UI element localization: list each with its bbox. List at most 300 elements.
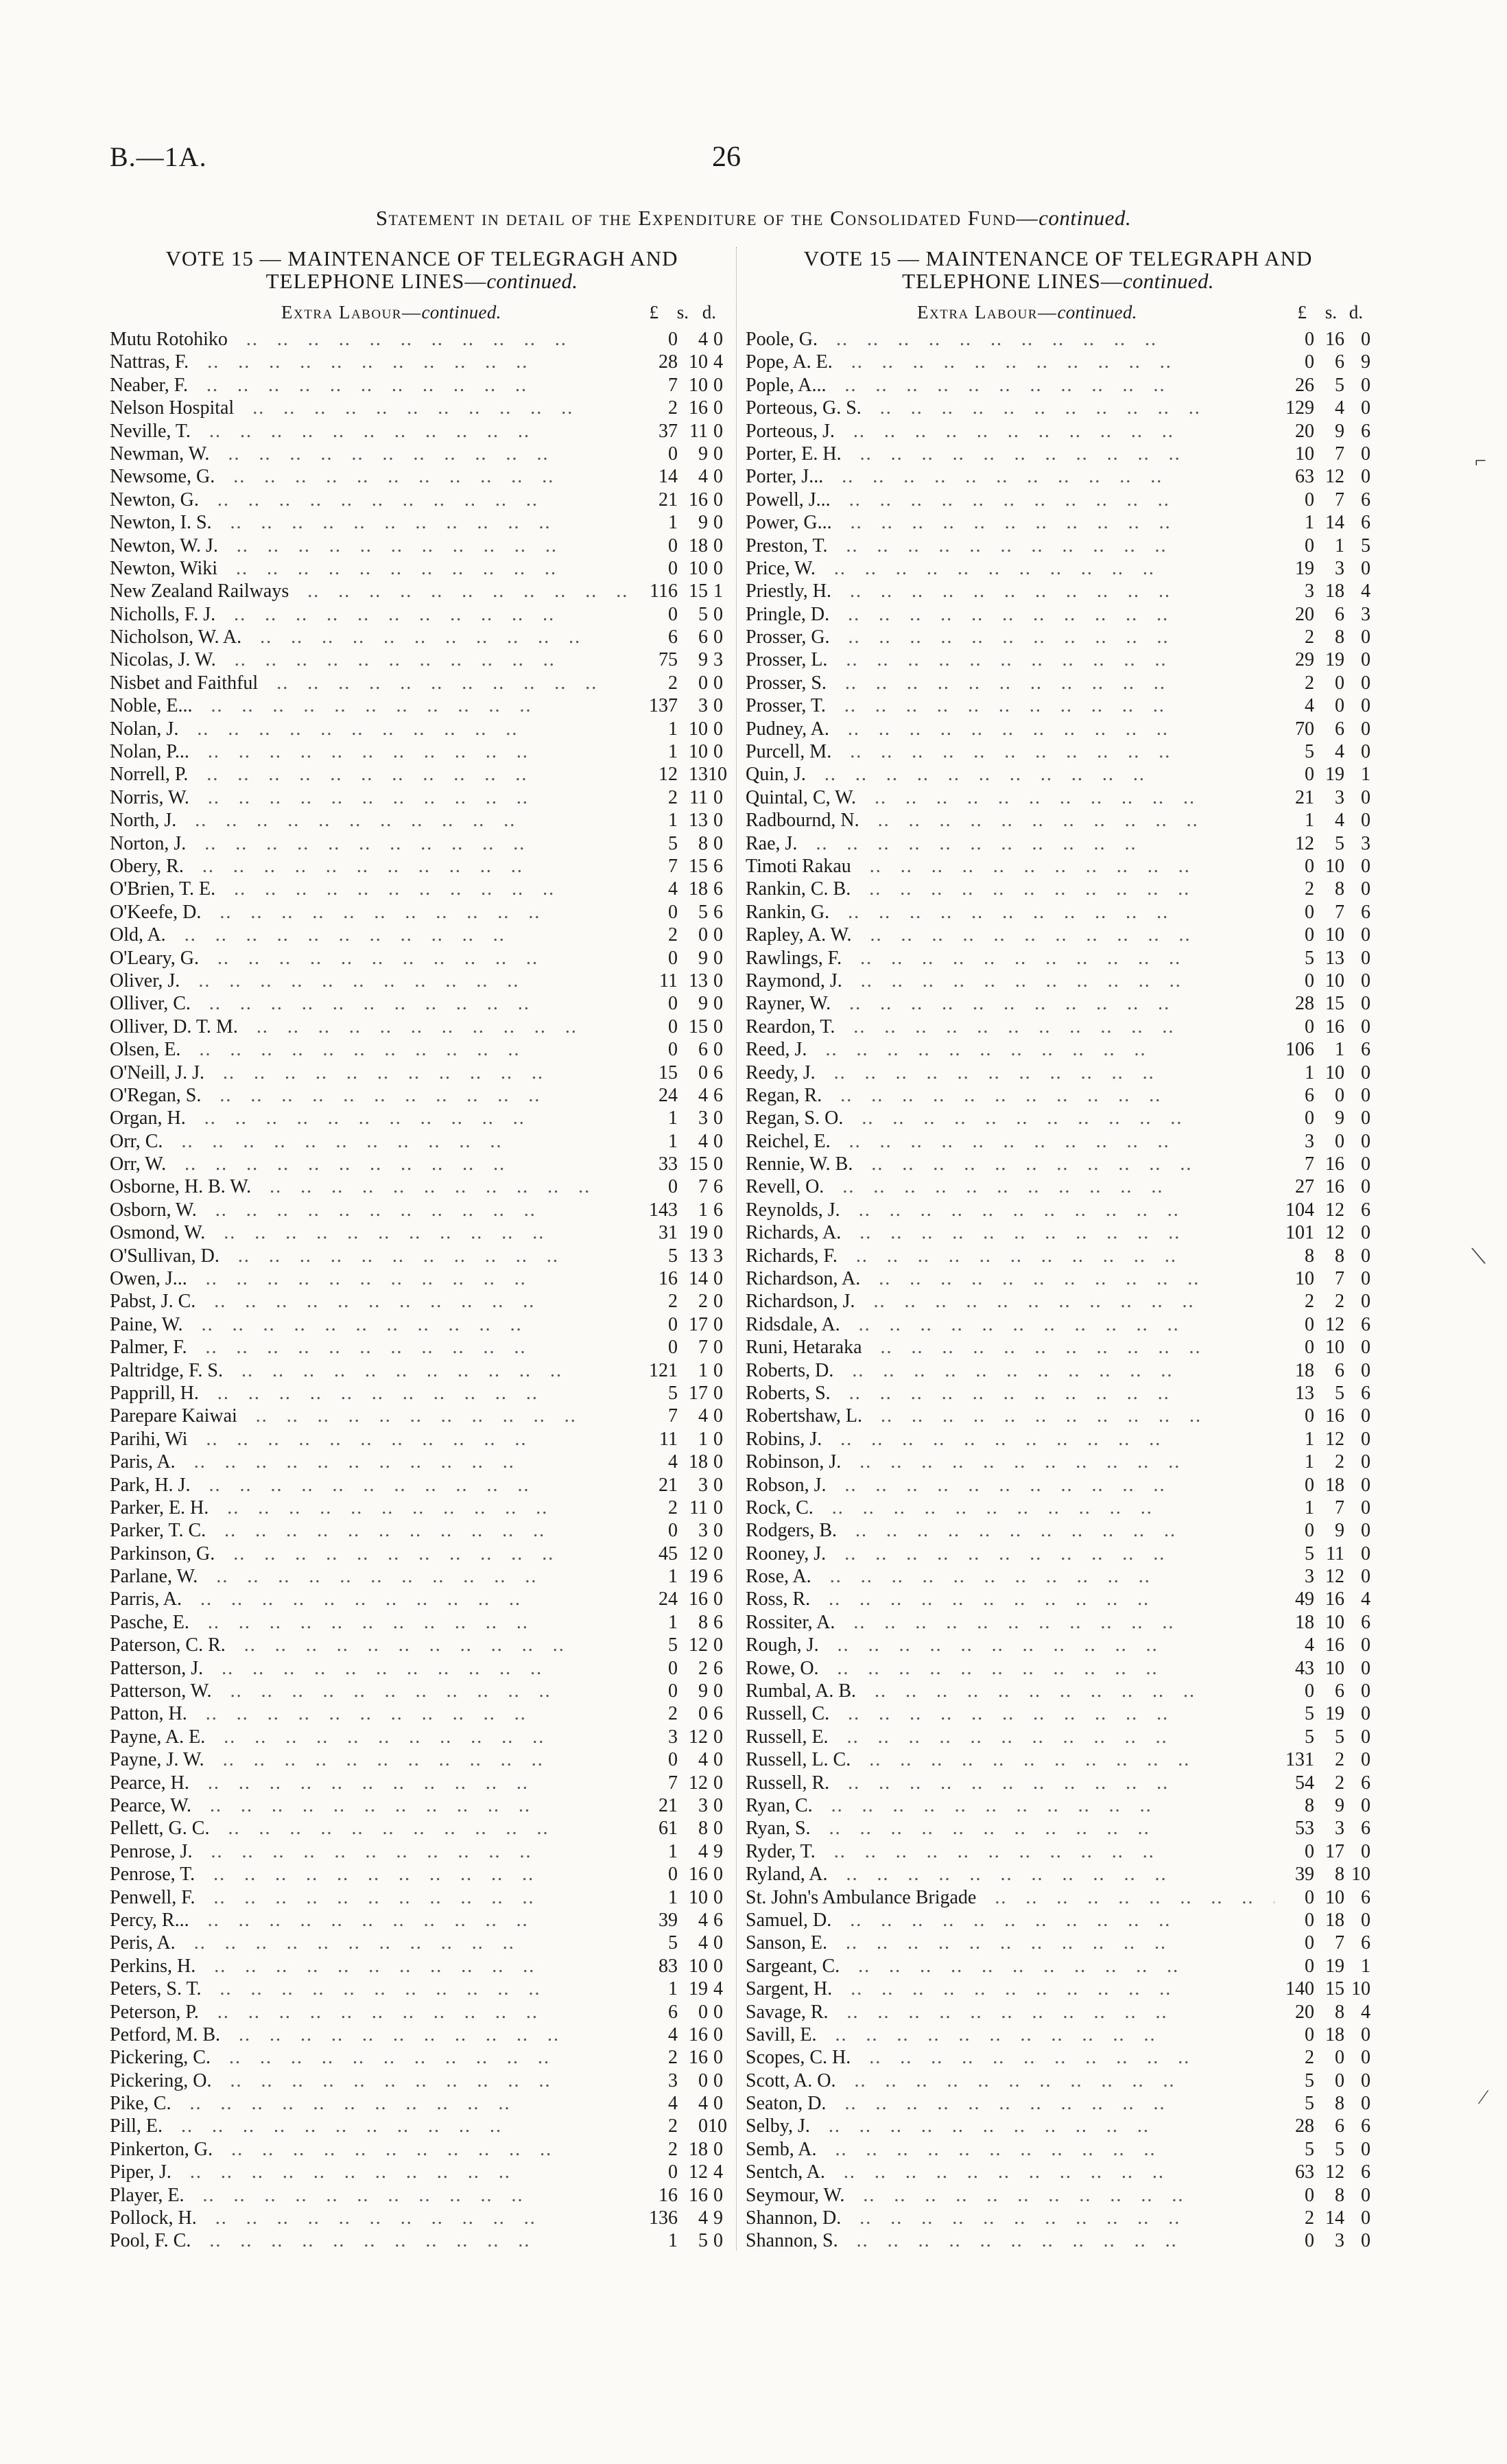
amount-pounds: 1 (668, 2230, 678, 2252)
amount-pounds: 39 (658, 1909, 678, 1931)
entry-name: Paterson, C. R. .. (110, 1634, 638, 1656)
amount-shillings: 13 (689, 970, 708, 992)
amount-pounds: 129 (1285, 397, 1314, 419)
amount-pence: 0 (713, 2138, 723, 2160)
amount-pence: 0 (1361, 557, 1370, 579)
table-row (746, 374, 1370, 397)
amount-pence: 0 (713, 443, 723, 465)
table-row (110, 443, 734, 465)
entry-name: Newton, I. S. .. (110, 511, 638, 534)
amount-shillings: 5 (698, 603, 708, 625)
entry-name: Prosser, T. .. (746, 694, 1274, 717)
entry-name: Olsen, E. .. (110, 1038, 638, 1061)
entry-name: Olliver, D. T. M. .. (110, 1016, 638, 1038)
table-row (110, 1038, 734, 1061)
amount-shillings: 12 (689, 1772, 708, 1794)
table-row (746, 2023, 1370, 2046)
amount-shillings: 7 (698, 1337, 708, 1359)
amount-shillings: 13 (689, 1245, 708, 1267)
amount-pounds: 0 (1305, 535, 1314, 556)
table-row (110, 809, 734, 832)
amount-pounds: 1 (668, 741, 678, 763)
amount-pence: 10 (708, 764, 727, 786)
amount-shillings: 6 (1335, 1359, 1344, 1381)
amount-shillings: 3 (1335, 557, 1344, 579)
amount-shillings: 5 (1335, 374, 1344, 396)
amount-pence: 0 (1361, 2023, 1370, 2045)
table-row (746, 740, 1370, 763)
entry-name: Newton, G. .. (110, 489, 638, 511)
table-row (110, 489, 734, 511)
amount-shillings: 8 (1335, 878, 1344, 900)
amount-pence: 0 (1361, 1680, 1370, 1702)
table-row (746, 2229, 1370, 2252)
amount-pence: 0 (1361, 1795, 1370, 1816)
amount-shillings: 0 (1335, 2047, 1344, 2069)
table-row (746, 1886, 1370, 1909)
amount-pence: 0 (1361, 1130, 1370, 1152)
amount-pence: 0 (713, 397, 723, 419)
entry-name: Quintal, C, W. .. (746, 786, 1274, 809)
amount-pounds: 104 (1285, 1199, 1314, 1221)
table-row (110, 2115, 734, 2137)
amount-pounds: 2 (668, 1703, 678, 1725)
amount-shillings: 8 (1335, 1864, 1344, 1886)
amount-shillings: 18 (1325, 2023, 1344, 2045)
amount-pence: 0 (1361, 374, 1370, 396)
table-row (746, 489, 1370, 511)
amount-pounds: 18 (1295, 1359, 1314, 1381)
amount-pounds: 0 (1305, 1016, 1314, 1037)
table-row (110, 786, 734, 809)
table-row (110, 1405, 734, 1427)
entry-name: Ryland, A. .. (746, 1863, 1274, 1886)
amount-pence: 6 (713, 1199, 723, 1221)
entry-name: Sentch, A. .. (746, 2161, 1274, 2183)
amount-pounds: 121 (649, 1359, 678, 1381)
table-row (746, 1840, 1370, 1863)
entry-name: Pople, A... .. (746, 374, 1274, 397)
amount-pounds: 0 (668, 557, 678, 579)
entry-name: Porteous, J. .. (746, 420, 1274, 443)
amount-pounds: 3 (668, 1726, 678, 1748)
amount-shillings: 8 (1335, 626, 1344, 648)
amount-pounds: 106 (1285, 1039, 1314, 1061)
entry-name: Patterson, W. .. (110, 1680, 638, 1702)
amount-pounds: 0 (668, 1520, 678, 1542)
amount-pence: 0 (1361, 855, 1370, 877)
left-subheading-text: Extra Labour— (281, 302, 422, 322)
amount-shillings: 10 (689, 741, 708, 763)
amount-pounds: 0 (1305, 1337, 1314, 1359)
amount-shillings: 3 (1335, 2230, 1344, 2252)
amount-pounds: 5 (668, 1932, 678, 1954)
amount-shillings: 11 (689, 1497, 708, 1518)
entry-name: Semb, A. .. (746, 2138, 1274, 2161)
amount-shillings: 3 (698, 695, 708, 717)
entry-name: Peters, S. T. .. (110, 1978, 638, 2000)
amount-shillings: 0 (1335, 1084, 1344, 1106)
amount-shillings: 12 (689, 1542, 708, 1564)
amount-shillings: 10 (1325, 1611, 1344, 1633)
table-row (110, 1428, 734, 1451)
amount-pence: 6 (713, 855, 723, 877)
entry-name: Norris, W. .. (110, 786, 638, 809)
table-row (746, 1336, 1370, 1359)
table-row (110, 1886, 734, 1909)
amount-shillings: 12 (1325, 2161, 1344, 2183)
entry-name: Powell, J... .. (746, 489, 1274, 511)
table-row (746, 2207, 1370, 2229)
amount-pence: 0 (1361, 1520, 1370, 1542)
amount-pence: 0 (1361, 1061, 1370, 1083)
amount-pence: 0 (713, 1039, 723, 1061)
right-entries-list (746, 328, 1370, 2253)
amount-pence: 0 (1361, 1497, 1370, 1518)
amount-pounds: 0 (1305, 1909, 1314, 1931)
amount-shillings: 16 (689, 2047, 708, 2069)
amount-pounds: 0 (668, 993, 678, 1015)
amount-pounds: 0 (1305, 1474, 1314, 1496)
amount-shillings: 10 (689, 557, 708, 579)
amount-shillings: 8 (1335, 2184, 1344, 2206)
amount-pence: 1 (1361, 764, 1370, 786)
entry-name: Ryder, T. .. (746, 1840, 1274, 1863)
amount-pounds: 7 (668, 855, 678, 877)
amount-shillings: 9 (698, 947, 708, 969)
table-row (746, 1382, 1370, 1405)
amount-shillings: 10 (1325, 924, 1344, 946)
amount-shillings: 4 (698, 2207, 708, 2229)
amount-pence: 6 (1361, 1818, 1370, 1840)
amount-pence: 0 (713, 1405, 723, 1427)
table-row (746, 557, 1370, 580)
entry-name: O'Leary, G. .. (110, 947, 638, 970)
amount-shillings: 16 (689, 489, 708, 511)
entry-name: Rock, C. .. (746, 1497, 1274, 1519)
amount-pounds: 45 (658, 1542, 678, 1564)
entry-name: Newsome, G. .. (110, 465, 638, 488)
amount-shillings: 12 (1325, 1313, 1344, 1335)
amount-pence: 0 (1361, 1657, 1370, 1679)
amount-pence: 6 (1361, 2161, 1370, 2183)
amount-pounds: 5 (668, 1382, 678, 1404)
amount-shillings: 8 (1335, 1245, 1344, 1267)
table-row (746, 1978, 1370, 2000)
amount-pence: 6 (1361, 1611, 1370, 1633)
left-unit-pounds: £ (649, 302, 658, 322)
entry-name: Rodgers, B. .. (746, 1519, 1274, 1542)
amount-pence: 6 (1361, 1772, 1370, 1794)
amount-pence: 0 (1361, 466, 1370, 488)
amount-shillings: 0 (698, 2001, 708, 2023)
table-row (110, 1199, 734, 1221)
table-row (746, 832, 1370, 855)
amount-pounds: 2 (668, 1497, 678, 1518)
amount-shillings: 4 (1335, 741, 1344, 763)
table-row (746, 351, 1370, 373)
amount-shillings: 19 (1325, 649, 1344, 671)
entry-name: Shannon, D. .. (746, 2207, 1274, 2229)
table-row (110, 1016, 734, 1038)
amount-pounds: 21 (658, 1474, 678, 1496)
amount-pounds: 83 (658, 1955, 678, 1977)
table-row (110, 1153, 734, 1175)
table-row (746, 1038, 1370, 1061)
amount-pence: 0 (713, 1497, 723, 1518)
amount-shillings: 2 (1335, 1772, 1344, 1794)
entry-name: Sargeant, C. .. (746, 1955, 1274, 1978)
amount-shillings: 1 (698, 1359, 708, 1381)
column-divider (736, 247, 737, 2251)
amount-pounds: 1 (1305, 1428, 1314, 1450)
amount-pence: 6 (1361, 1199, 1370, 1221)
amount-pence: 0 (713, 1359, 723, 1381)
amount-shillings: 4 (698, 1909, 708, 1931)
entry-name: Rae, J. .. (746, 832, 1274, 855)
amount-pence: 0 (1361, 2230, 1370, 2252)
entry-name: Pasche, E. .. (110, 1611, 638, 1634)
table-row (746, 672, 1370, 694)
amount-pence: 10 (708, 2115, 727, 2137)
amount-pounds: 6 (668, 626, 678, 648)
amount-shillings: 10 (1325, 1657, 1344, 1679)
amount-shillings: 18 (1325, 1474, 1344, 1496)
amount-shillings: 1 (1335, 1039, 1344, 1061)
amount-pence: 0 (1361, 329, 1370, 350)
amount-pounds: 20 (1295, 420, 1314, 442)
amount-shillings: 10 (689, 718, 708, 740)
entry-name: O'Sullivan, D. .. (110, 1245, 638, 1267)
entry-name: Regan, R. .. (746, 1084, 1274, 1107)
table-row (746, 1588, 1370, 1610)
amount-shillings: 16 (1325, 1588, 1344, 1610)
amount-pence: 4 (713, 1978, 723, 2000)
amount-shillings: 0 (1335, 695, 1344, 717)
entry-name: Priestly, H. .. (746, 580, 1274, 602)
amount-pounds: 0 (1305, 2184, 1314, 2206)
table-row (746, 924, 1370, 946)
margin-mark: ⟍ (1471, 1245, 1486, 1268)
amount-pounds: 16 (658, 1268, 678, 1290)
amount-pence: 4 (713, 351, 723, 373)
amount-pounds: 1 (668, 810, 678, 832)
amount-pence: 0 (713, 1749, 723, 1771)
table-row (110, 1702, 734, 1725)
amount-shillings: 7 (1335, 901, 1344, 923)
amount-pence: 0 (713, 1222, 723, 1244)
amount-shillings: 3 (1335, 786, 1344, 808)
amount-pounds: 13 (1295, 1382, 1314, 1404)
statement-title: Statement in detail of the Expenditure of the Consolidated Fund— (375, 206, 1039, 230)
amount-pounds: 4 (668, 878, 678, 900)
amount-shillings: 10 (1325, 1337, 1344, 1359)
left-subheading-continued: continued. (421, 302, 501, 322)
amount-shillings: 7 (1335, 443, 1344, 465)
table-row (746, 1175, 1370, 1198)
entry-name: St. John's Ambulance Brigade .. (746, 1886, 1274, 1909)
table-row (746, 1359, 1370, 1382)
entry-name: Nicholson, W. A. .. (110, 626, 638, 648)
right-units (1267, 302, 1370, 323)
amount-pounds: 5 (1305, 1542, 1314, 1564)
amount-pounds: 24 (658, 1588, 678, 1610)
amount-pence: 0 (1361, 1016, 1370, 1037)
entry-name: Pool, F. C. .. (110, 2229, 638, 2252)
amount-pence: 6 (1361, 420, 1370, 442)
table-row (110, 351, 734, 373)
entry-name: Pringle, D. .. (746, 603, 1274, 626)
amount-shillings: 7 (1335, 1497, 1344, 1518)
amount-shillings: 10 (1325, 970, 1344, 992)
entry-name: Pickering, O. .. (110, 2069, 638, 2092)
amount-pounds: 21 (658, 1795, 678, 1816)
entry-name: Rapley, A. W. .. (746, 924, 1274, 946)
table-row (110, 1497, 734, 1519)
table-row (110, 1267, 734, 1290)
entry-name: Rayner, W. .. (746, 992, 1274, 1015)
amount-pounds: 24 (658, 1084, 678, 1106)
table-row (110, 1680, 734, 1702)
table-row (110, 1313, 734, 1336)
table-row (746, 1405, 1370, 1427)
amount-pounds: 2 (668, 2047, 678, 2069)
table-row (746, 1474, 1370, 1497)
entry-name: Reynolds, J. .. (746, 1199, 1274, 1221)
table-row (746, 1680, 1370, 1702)
amount-pence: 3 (713, 649, 723, 671)
entry-name: Porteous, G. S. .. (746, 397, 1274, 419)
amount-pounds: 26 (1295, 374, 1314, 396)
entry-name: Raymond, J. .. (746, 970, 1274, 992)
amount-pence: 0 (713, 810, 723, 832)
entry-name: Rose, A. .. (746, 1565, 1274, 1588)
amount-shillings: 12 (689, 2161, 708, 2183)
amount-pence: 0 (713, 1818, 723, 1840)
amount-pounds: 6 (668, 2001, 678, 2023)
entry-name: Neaber, F. .. (110, 374, 638, 397)
amount-pence: 0 (1361, 947, 1370, 969)
entry-name: Owen, J... .. (110, 1267, 638, 1290)
table-row (746, 1313, 1370, 1336)
table-row (110, 1359, 734, 1382)
amount-shillings: 11 (689, 786, 708, 808)
entry-name: Savage, R. .. (746, 2001, 1274, 2023)
amount-pence: 0 (713, 2184, 723, 2206)
amount-pence: 0 (713, 489, 723, 511)
amount-pence: 0 (713, 672, 723, 694)
amount-shillings: 12 (1325, 1428, 1344, 1450)
amount-pence: 0 (713, 512, 723, 534)
amount-shillings: 16 (1325, 1176, 1344, 1198)
table-row (110, 1130, 734, 1153)
amount-shillings: 6 (1335, 351, 1344, 373)
amount-shillings: 15 (689, 580, 708, 602)
table-row (110, 535, 734, 557)
amount-pence: 0 (1361, 2207, 1370, 2229)
entry-name: North, J. .. (110, 809, 638, 832)
amount-pounds: 54 (1295, 1772, 1314, 1794)
amount-pence: 0 (1361, 1268, 1370, 1290)
amount-pounds: 0 (1305, 2023, 1314, 2045)
entry-name: Shannon, S. .. (746, 2229, 1274, 2252)
entry-name: Percy, R... .. (110, 1909, 638, 1932)
margin-mark: ⌐ (1475, 449, 1486, 472)
entry-name: Sanson, E. .. (746, 1932, 1274, 1954)
amount-pounds: 4 (668, 2023, 678, 2045)
entry-name: Ryan, C. .. (746, 1794, 1274, 1817)
right-unit-pence: d. (1349, 302, 1363, 322)
amount-pence: 0 (713, 1016, 723, 1037)
amount-pounds: 0 (668, 1657, 678, 1679)
amount-pence: 0 (713, 1428, 723, 1450)
amount-shillings: 18 (1325, 580, 1344, 602)
left-subheading-title (281, 302, 501, 323)
amount-shillings: 2 (698, 1657, 708, 1679)
amount-shillings: 7 (1335, 489, 1344, 511)
table-row (110, 1657, 734, 1680)
amount-pounds: 7 (668, 374, 678, 396)
left-subheading (110, 292, 734, 328)
entry-name: Russell, E. .. (746, 1726, 1274, 1748)
amount-pence: 6 (713, 1611, 723, 1633)
amount-shillings: 12 (1325, 1199, 1344, 1221)
amount-pence: 0 (713, 947, 723, 969)
entry-name: Penrose, J. .. (110, 1840, 638, 1863)
table-row (110, 2092, 734, 2115)
entry-name: Noble, E... .. (110, 694, 638, 717)
entry-name: Rumbal, A. B. .. (746, 1680, 1274, 1702)
amount-shillings: 8 (1335, 2001, 1344, 2023)
left-vote-heading (110, 247, 734, 292)
table-row (110, 1061, 734, 1084)
left-vote-line2 (110, 270, 734, 292)
entry-name: Preston, T. .. (746, 535, 1274, 557)
amount-pounds: 5 (1305, 2093, 1314, 2115)
entry-name: Seaton, D. .. (746, 2092, 1274, 2115)
table-row (746, 1726, 1370, 1748)
statement-continued: continued. (1039, 206, 1132, 230)
amount-shillings: 15 (689, 855, 708, 877)
table-row (746, 2069, 1370, 2092)
entry-name: Pearce, W. .. (110, 1794, 638, 1817)
amount-pounds: 0 (1305, 924, 1314, 946)
amount-shillings: 3 (698, 1520, 708, 1542)
table-row (746, 1107, 1370, 1129)
amount-shillings: 0 (698, 1061, 708, 1083)
amount-pence: 4 (1361, 1588, 1370, 1610)
amount-pounds: 61 (658, 1818, 678, 1840)
table-row (110, 626, 734, 648)
entry-name: Old, A. .. (110, 924, 638, 946)
amount-pounds: 143 (649, 1199, 678, 1221)
table-row (746, 1817, 1370, 1840)
amount-shillings: 0 (698, 672, 708, 694)
left-unit-pence: d. (702, 302, 716, 322)
amount-shillings: 9 (1335, 1107, 1344, 1129)
amount-pounds: 2 (668, 2115, 678, 2137)
right-vote-line1: VOTE 15 — MAINTENANCE OF TELEGRAPH AND (803, 246, 1313, 270)
entry-name: Parlane, W. .. (110, 1565, 638, 1588)
table-row (110, 511, 734, 534)
entry-name: O'Keefe, D. .. (110, 901, 638, 924)
table-row (746, 1221, 1370, 1244)
amount-pounds: 5 (1305, 2069, 1314, 2091)
amount-pence: 0 (1361, 2184, 1370, 2206)
amount-pounds: 0 (668, 1176, 678, 1198)
table-row (746, 1497, 1370, 1519)
amount-pounds: 19 (1295, 557, 1314, 579)
